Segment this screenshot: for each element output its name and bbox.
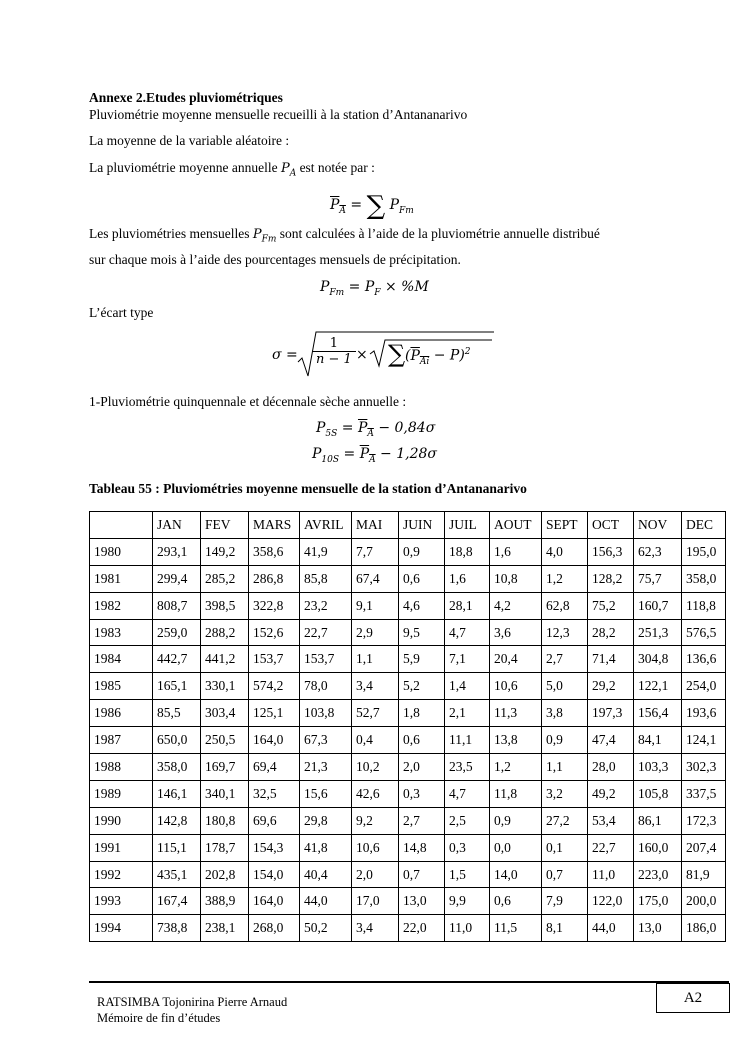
table-cell: 254,0 (682, 673, 726, 700)
table-cell: 299,4 (153, 565, 201, 592)
table-cell: 149,2 (201, 538, 249, 565)
table-cell: 13,8 (490, 727, 542, 754)
monthly-line1-after: sont calculées à l’aide de la pluviométrie annuelle distribué (276, 226, 600, 241)
table-row (90, 538, 726, 565)
table-cell: 435,1 (153, 861, 201, 888)
table-cell: 11,5 (490, 915, 542, 942)
table-cell: 3,4 (352, 915, 399, 942)
monthly-line1-before: Les pluviométries mensuelles (89, 226, 253, 241)
table-cell: 9,1 (352, 592, 399, 619)
table-cell: 62,3 (634, 538, 682, 565)
table-cell: 200,0 (682, 888, 726, 915)
table-row (90, 861, 726, 888)
table-cell: 0,6 (399, 565, 445, 592)
table-cell: 152,6 (249, 619, 300, 646)
table-cell: 27,2 (542, 807, 588, 834)
table-row (90, 915, 726, 942)
row-year-cell: 1994 (90, 915, 153, 942)
table-cell: 303,4 (201, 700, 249, 727)
table-cell: 42,6 (352, 780, 399, 807)
table-cell: 3,2 (542, 780, 588, 807)
table-cell: 11,1 (445, 727, 490, 754)
page-number: A2 (656, 983, 730, 1013)
table-row (90, 807, 726, 834)
table-cell: 238,1 (201, 915, 249, 942)
formula-p10s-const: − 1,28σ (375, 446, 437, 462)
table-cell: 442,7 (153, 646, 201, 673)
table-cell: 0,9 (490, 807, 542, 834)
table-cell: 358,0 (682, 565, 726, 592)
row-year-cell: 1985 (90, 673, 153, 700)
table-cell: 3,8 (542, 700, 588, 727)
table-row (90, 592, 726, 619)
table-cell: 9,5 (399, 619, 445, 646)
table-cell: 169,7 (201, 754, 249, 781)
table-row (90, 727, 726, 754)
table-cell: 75,2 (588, 592, 634, 619)
table-cell: 67,3 (300, 727, 352, 754)
table-cell: 78,0 (300, 673, 352, 700)
row-year-cell: 1990 (90, 807, 153, 834)
table-cell: 7,7 (352, 538, 399, 565)
table-caption: Tableau 55 : Pluviométries moyenne mensuelle de la station d’Antananarivo (89, 481, 527, 496)
table-cell: 7,1 (445, 646, 490, 673)
table-cell: 81,9 (682, 861, 726, 888)
row-year-cell: 1980 (90, 538, 153, 565)
table-cell: 251,3 (634, 619, 682, 646)
quinq-intro: 1-Pluviométrie quinquennale et décennale sèche annuelle : (89, 394, 407, 409)
row-year-cell: 1984 (90, 646, 153, 673)
table-cell: 28,1 (445, 592, 490, 619)
table-cell: 358,0 (153, 754, 201, 781)
table-row (90, 700, 726, 727)
table-cell: 17,0 (352, 888, 399, 915)
table-cell: 5,9 (399, 646, 445, 673)
column-header: AVRIL (300, 512, 352, 539)
table-cell: 13,0 (399, 888, 445, 915)
footer-author: RATSIMBA Tojonirina Pierre Arnaud (97, 995, 288, 1009)
table-cell: 28,2 (588, 619, 634, 646)
table-cell: 15,6 (300, 780, 352, 807)
pfm-symbol: $P_{Fm}$ (252, 227, 277, 245)
table-cell: 85,8 (300, 565, 352, 592)
table-cell: 8,1 (542, 915, 588, 942)
annual-intro-before: La pluviométrie moyenne annuelle (89, 160, 281, 175)
table-cell: 165,1 (153, 673, 201, 700)
table-row (90, 754, 726, 781)
row-year-cell: 1981 (90, 565, 153, 592)
row-year-cell: 1986 (90, 700, 153, 727)
table-cell: 10,8 (490, 565, 542, 592)
std-intro: L’écart type (89, 305, 154, 320)
table-row (90, 619, 726, 646)
table-cell: 22,7 (300, 619, 352, 646)
table-cell: 808,7 (153, 592, 201, 619)
table-cell: 136,6 (682, 646, 726, 673)
table-cell: 23,2 (300, 592, 352, 619)
table-cell: 293,1 (153, 538, 201, 565)
table-cell: 32,5 (249, 780, 300, 807)
table-row (90, 888, 726, 915)
table-cell: 103,3 (634, 754, 682, 781)
table-cell: 28,0 (588, 754, 634, 781)
table-cell: 358,6 (249, 538, 300, 565)
table-cell: 195,0 (682, 538, 726, 565)
table-cell: 0,3 (399, 780, 445, 807)
table-cell: 2,7 (399, 807, 445, 834)
annex-subtitle: Pluviométrie moyenne mensuelle recueilli à la station d’Antananarivo (89, 107, 468, 122)
column-header: SEPT (542, 512, 588, 539)
column-header: OCT (588, 512, 634, 539)
annex-title: Annexe 2.Etudes pluviométriques (89, 90, 283, 105)
table-cell: 1,6 (445, 565, 490, 592)
table-cell: 288,2 (201, 619, 249, 646)
table-cell: 9,2 (352, 807, 399, 834)
formula-p10s: $P_{10S} = P_A - 1,28\sigma$ (312, 446, 437, 465)
table-cell: 22,0 (399, 915, 445, 942)
row-year-cell: 1991 (90, 834, 153, 861)
table-cell: 154,3 (249, 834, 300, 861)
table-cell: 69,6 (249, 807, 300, 834)
table-cell: 0,6 (399, 727, 445, 754)
table-cell: 1,6 (490, 538, 542, 565)
table-cell: 250,5 (201, 727, 249, 754)
table-cell: 388,9 (201, 888, 249, 915)
footer-thesis: Mémoire de fin d’études (97, 1011, 221, 1025)
table-cell: 0,6 (490, 888, 542, 915)
table-cell: 75,7 (634, 565, 682, 592)
table-cell: 337,5 (682, 780, 726, 807)
table-cell: 84,1 (634, 727, 682, 754)
column-header: DEC (682, 512, 726, 539)
table-cell: 156,4 (634, 700, 682, 727)
table-cell: 153,7 (300, 646, 352, 673)
table-cell: 128,2 (588, 565, 634, 592)
table-cell: 302,3 (682, 754, 726, 781)
table-cell: 0,4 (352, 727, 399, 754)
table-cell: 0,9 (399, 538, 445, 565)
table-cell: 85,5 (153, 700, 201, 727)
table-cell: 41,8 (300, 834, 352, 861)
table-cell: 304,8 (634, 646, 682, 673)
table-row (90, 646, 726, 673)
table-cell: 197,3 (588, 700, 634, 727)
table-cell: 86,1 (634, 807, 682, 834)
table-cell: 0,1 (542, 834, 588, 861)
table-cell: 50,2 (300, 915, 352, 942)
table-row (90, 834, 726, 861)
formula-p5s-const: − 0,84σ (373, 420, 436, 436)
table-cell: 53,4 (588, 807, 634, 834)
table-cell: 1,5 (445, 861, 490, 888)
table-cell: 1,4 (445, 673, 490, 700)
table-cell: 164,0 (249, 888, 300, 915)
table-cell: 125,1 (249, 700, 300, 727)
table-cell: 18,8 (445, 538, 490, 565)
table-cell: 122,0 (588, 888, 634, 915)
table-cell: 44,0 (300, 888, 352, 915)
table-cell: 4,6 (399, 592, 445, 619)
table-header-row (90, 512, 726, 539)
formula-mean-annual: $P_A$ = ∑ $P_{Fm}$ (330, 191, 414, 221)
table-cell: 10,6 (352, 834, 399, 861)
row-year-cell: 1989 (90, 780, 153, 807)
table-corner-cell (90, 512, 153, 539)
table-cell: 11,0 (588, 861, 634, 888)
table-cell: 186,0 (682, 915, 726, 942)
table-cell: 14,0 (490, 861, 542, 888)
table-cell: 122,1 (634, 673, 682, 700)
table-cell: 0,0 (490, 834, 542, 861)
annual-intro (89, 160, 375, 179)
table-cell: 172,3 (682, 807, 726, 834)
table-cell: 142,8 (153, 807, 201, 834)
table-cell: 340,1 (201, 780, 249, 807)
table-cell: 574,2 (249, 673, 300, 700)
table-cell: 22,7 (588, 834, 634, 861)
table-cell: 1,1 (542, 754, 588, 781)
column-header: MARS (249, 512, 300, 539)
table-cell: 4,0 (542, 538, 588, 565)
row-year-cell: 1992 (90, 861, 153, 888)
table-cell: 5,0 (542, 673, 588, 700)
table-cell: 23,5 (445, 754, 490, 781)
table-cell: 14,8 (399, 834, 445, 861)
table-cell: 11,0 (445, 915, 490, 942)
column-header: JUIL (445, 512, 490, 539)
table-cell: 4,2 (490, 592, 542, 619)
table-cell: 13,0 (634, 915, 682, 942)
table-cell: 40,4 (300, 861, 352, 888)
table-cell: 10,6 (490, 673, 542, 700)
column-header: FEV (201, 512, 249, 539)
column-header: AOUT (490, 512, 542, 539)
table-cell: 153,7 (249, 646, 300, 673)
column-header: JUIN (399, 512, 445, 539)
table-cell: 160,0 (634, 834, 682, 861)
table-cell: 167,4 (153, 888, 201, 915)
table-cell: 441,2 (201, 646, 249, 673)
table-cell: 47,4 (588, 727, 634, 754)
table-cell: 286,8 (249, 565, 300, 592)
table-cell: 2,9 (352, 619, 399, 646)
table-cell: 1,8 (399, 700, 445, 727)
table-cell: 322,8 (249, 592, 300, 619)
table-cell: 105,8 (634, 780, 682, 807)
table-cell: 738,8 (153, 915, 201, 942)
table-cell: 650,0 (153, 727, 201, 754)
table-cell: 2,1 (445, 700, 490, 727)
table-cell: 44,0 (588, 915, 634, 942)
row-year-cell: 1983 (90, 619, 153, 646)
table-cell: 207,4 (682, 834, 726, 861)
table-cell: 69,4 (249, 754, 300, 781)
table-cell: 2,5 (445, 807, 490, 834)
table-cell: 160,7 (634, 592, 682, 619)
table-cell: 0,9 (542, 727, 588, 754)
table-cell: 49,2 (588, 780, 634, 807)
table-cell: 12,3 (542, 619, 588, 646)
table-cell: 3,6 (490, 619, 542, 646)
monthly-line-1 (89, 226, 600, 245)
pa-symbol: $P_A$ (280, 161, 297, 179)
table-cell: 52,7 (352, 700, 399, 727)
table-cell: 71,4 (588, 646, 634, 673)
table-cell: 330,1 (201, 673, 249, 700)
monthly-line-2: sur chaque mois à l’aide des pourcentages mensuels de précipitation. (89, 252, 461, 267)
table-cell: 398,5 (201, 592, 249, 619)
mean-intro: La moyenne de la variable aléatoire : (89, 133, 290, 148)
table-cell: 29,2 (588, 673, 634, 700)
table-cell: 124,1 (682, 727, 726, 754)
table-cell: 180,8 (201, 807, 249, 834)
table-cell: 2,7 (542, 646, 588, 673)
table-cell: 0,7 (399, 861, 445, 888)
row-year-cell: 1988 (90, 754, 153, 781)
row-year-cell: 1993 (90, 888, 153, 915)
column-header: JAN (153, 512, 201, 539)
table-cell: 1,2 (542, 565, 588, 592)
table-cell: 2,0 (352, 861, 399, 888)
formula-p5s: $P_{5S} = P_A - 0,84\sigma$ (316, 420, 436, 439)
table-cell: 11,8 (490, 780, 542, 807)
table-cell: 21,3 (300, 754, 352, 781)
rainfall-table (89, 511, 726, 942)
table-cell: 103,8 (300, 700, 352, 727)
table-cell: 115,1 (153, 834, 201, 861)
table-cell: 576,5 (682, 619, 726, 646)
table-cell: 9,9 (445, 888, 490, 915)
table-cell: 154,0 (249, 861, 300, 888)
table-cell: 62,8 (542, 592, 588, 619)
table-cell: 156,3 (588, 538, 634, 565)
table-cell: 10,2 (352, 754, 399, 781)
table-cell: 259,0 (153, 619, 201, 646)
table-cell: 3,4 (352, 673, 399, 700)
table-cell: 1,2 (490, 754, 542, 781)
table-row (90, 565, 726, 592)
table-cell: 67,4 (352, 565, 399, 592)
table-cell: 5,2 (399, 673, 445, 700)
table-cell: 202,8 (201, 861, 249, 888)
table-cell: 29,8 (300, 807, 352, 834)
table-cell: 268,0 (249, 915, 300, 942)
table-cell: 4,7 (445, 619, 490, 646)
table-cell: 164,0 (249, 727, 300, 754)
row-year-cell: 1987 (90, 727, 153, 754)
row-year-cell: 1982 (90, 592, 153, 619)
table-cell: 2,0 (399, 754, 445, 781)
table-cell: 0,7 (542, 861, 588, 888)
table-cell: 7,9 (542, 888, 588, 915)
table-cell: 118,8 (682, 592, 726, 619)
formula-monthly: $P_{Fm} = P_F \times \%M$ (320, 279, 429, 298)
column-header: NOV (634, 512, 682, 539)
table-cell: 193,6 (682, 700, 726, 727)
footer-rule (89, 981, 729, 983)
table-cell: 146,1 (153, 780, 201, 807)
table-row (90, 673, 726, 700)
table-cell: 11,3 (490, 700, 542, 727)
table-cell: 1,1 (352, 646, 399, 673)
table-cell: 41,9 (300, 538, 352, 565)
table-cell: 20,4 (490, 646, 542, 673)
table-cell: 223,0 (634, 861, 682, 888)
table-cell: 178,7 (201, 834, 249, 861)
column-header: MAI (352, 512, 399, 539)
table-row (90, 780, 726, 807)
annual-intro-after: est notée par : (296, 160, 375, 175)
table-cell: 4,7 (445, 780, 490, 807)
table-cell: 175,0 (634, 888, 682, 915)
table-cell: 285,2 (201, 565, 249, 592)
table-cell: 0,3 (445, 834, 490, 861)
